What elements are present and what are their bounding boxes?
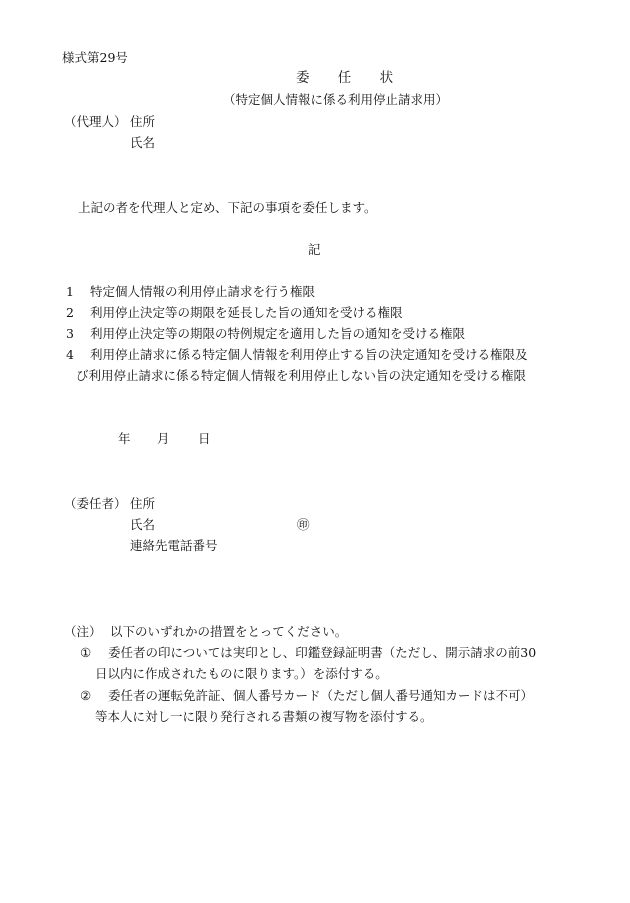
principal-address-label: 住所 [130, 496, 156, 511]
note-1-marker: ① [80, 645, 92, 660]
principal-name-label: 氏名 [130, 517, 156, 532]
item-3-number: 3 [66, 326, 74, 341]
date-month: 月 [157, 431, 170, 446]
date-day: 日 [198, 431, 211, 446]
document-subtitle: （特定個人情報に係る利用停止請求用） [223, 92, 449, 107]
note-1-line-1: 委任者の印については実印とし、印鑑登録証明書（ただし、開示請求の前30 [108, 645, 537, 660]
note-label: （注） [64, 624, 102, 639]
agent-label: （代理人） [64, 114, 127, 129]
agent-address-label: 住所 [130, 114, 156, 129]
item-4-continuation: び利用停止請求に係る特定個人情報を利用停止しない旨の決定通知を受ける権限 [76, 368, 527, 383]
document-title [296, 72, 393, 86]
item-2-number: 2 [66, 305, 74, 320]
item-3-text: 利用停止決定等の期限の特例規定を適用した旨の通知を受ける権限 [90, 326, 466, 341]
title-char-3: 状 [379, 70, 394, 86]
date-year: 年 [118, 431, 131, 446]
item-4-number: 4 [66, 347, 74, 362]
seal-mark: ㊞ [297, 517, 310, 532]
agent-name-label: 氏名 [130, 135, 156, 150]
note-2-line-1: 委任者の運転免許証、個人番号カード（ただし個人番号通知カードは不可） [108, 688, 534, 703]
note-2-line-2: 等本人に対し一に限り発行される書類の複写物を添付する。 [95, 709, 433, 724]
delegation-statement: 上記の者を代理人と定め、下記の事項を委任します。 [78, 200, 377, 215]
title-char-2: 任 [337, 70, 352, 86]
item-2-text: 利用停止決定等の期限を延長した旨の通知を受ける権限 [90, 305, 403, 320]
item-1-number: 1 [66, 284, 74, 299]
ki-heading: 記 [308, 242, 321, 257]
principal-label: （委任者） [64, 496, 127, 511]
principal-phone-label: 連絡先電話番号 [130, 538, 218, 553]
form-number: 様式第29号 [62, 50, 128, 65]
item-1-text: 特定個人情報の利用停止請求を行う権限 [90, 284, 316, 299]
item-4-text: 利用停止請求に係る特定個人情報を利用停止する旨の決定通知を受ける権限及 [90, 347, 528, 362]
note-1-line-2: 日以内に作成されたものに限ります。）を添付する。 [95, 666, 388, 681]
title-char-1: 委 [296, 70, 310, 86]
note-2-marker: ② [80, 688, 92, 703]
note-intro: 以下のいずれかの措置をとってください。 [110, 624, 348, 639]
